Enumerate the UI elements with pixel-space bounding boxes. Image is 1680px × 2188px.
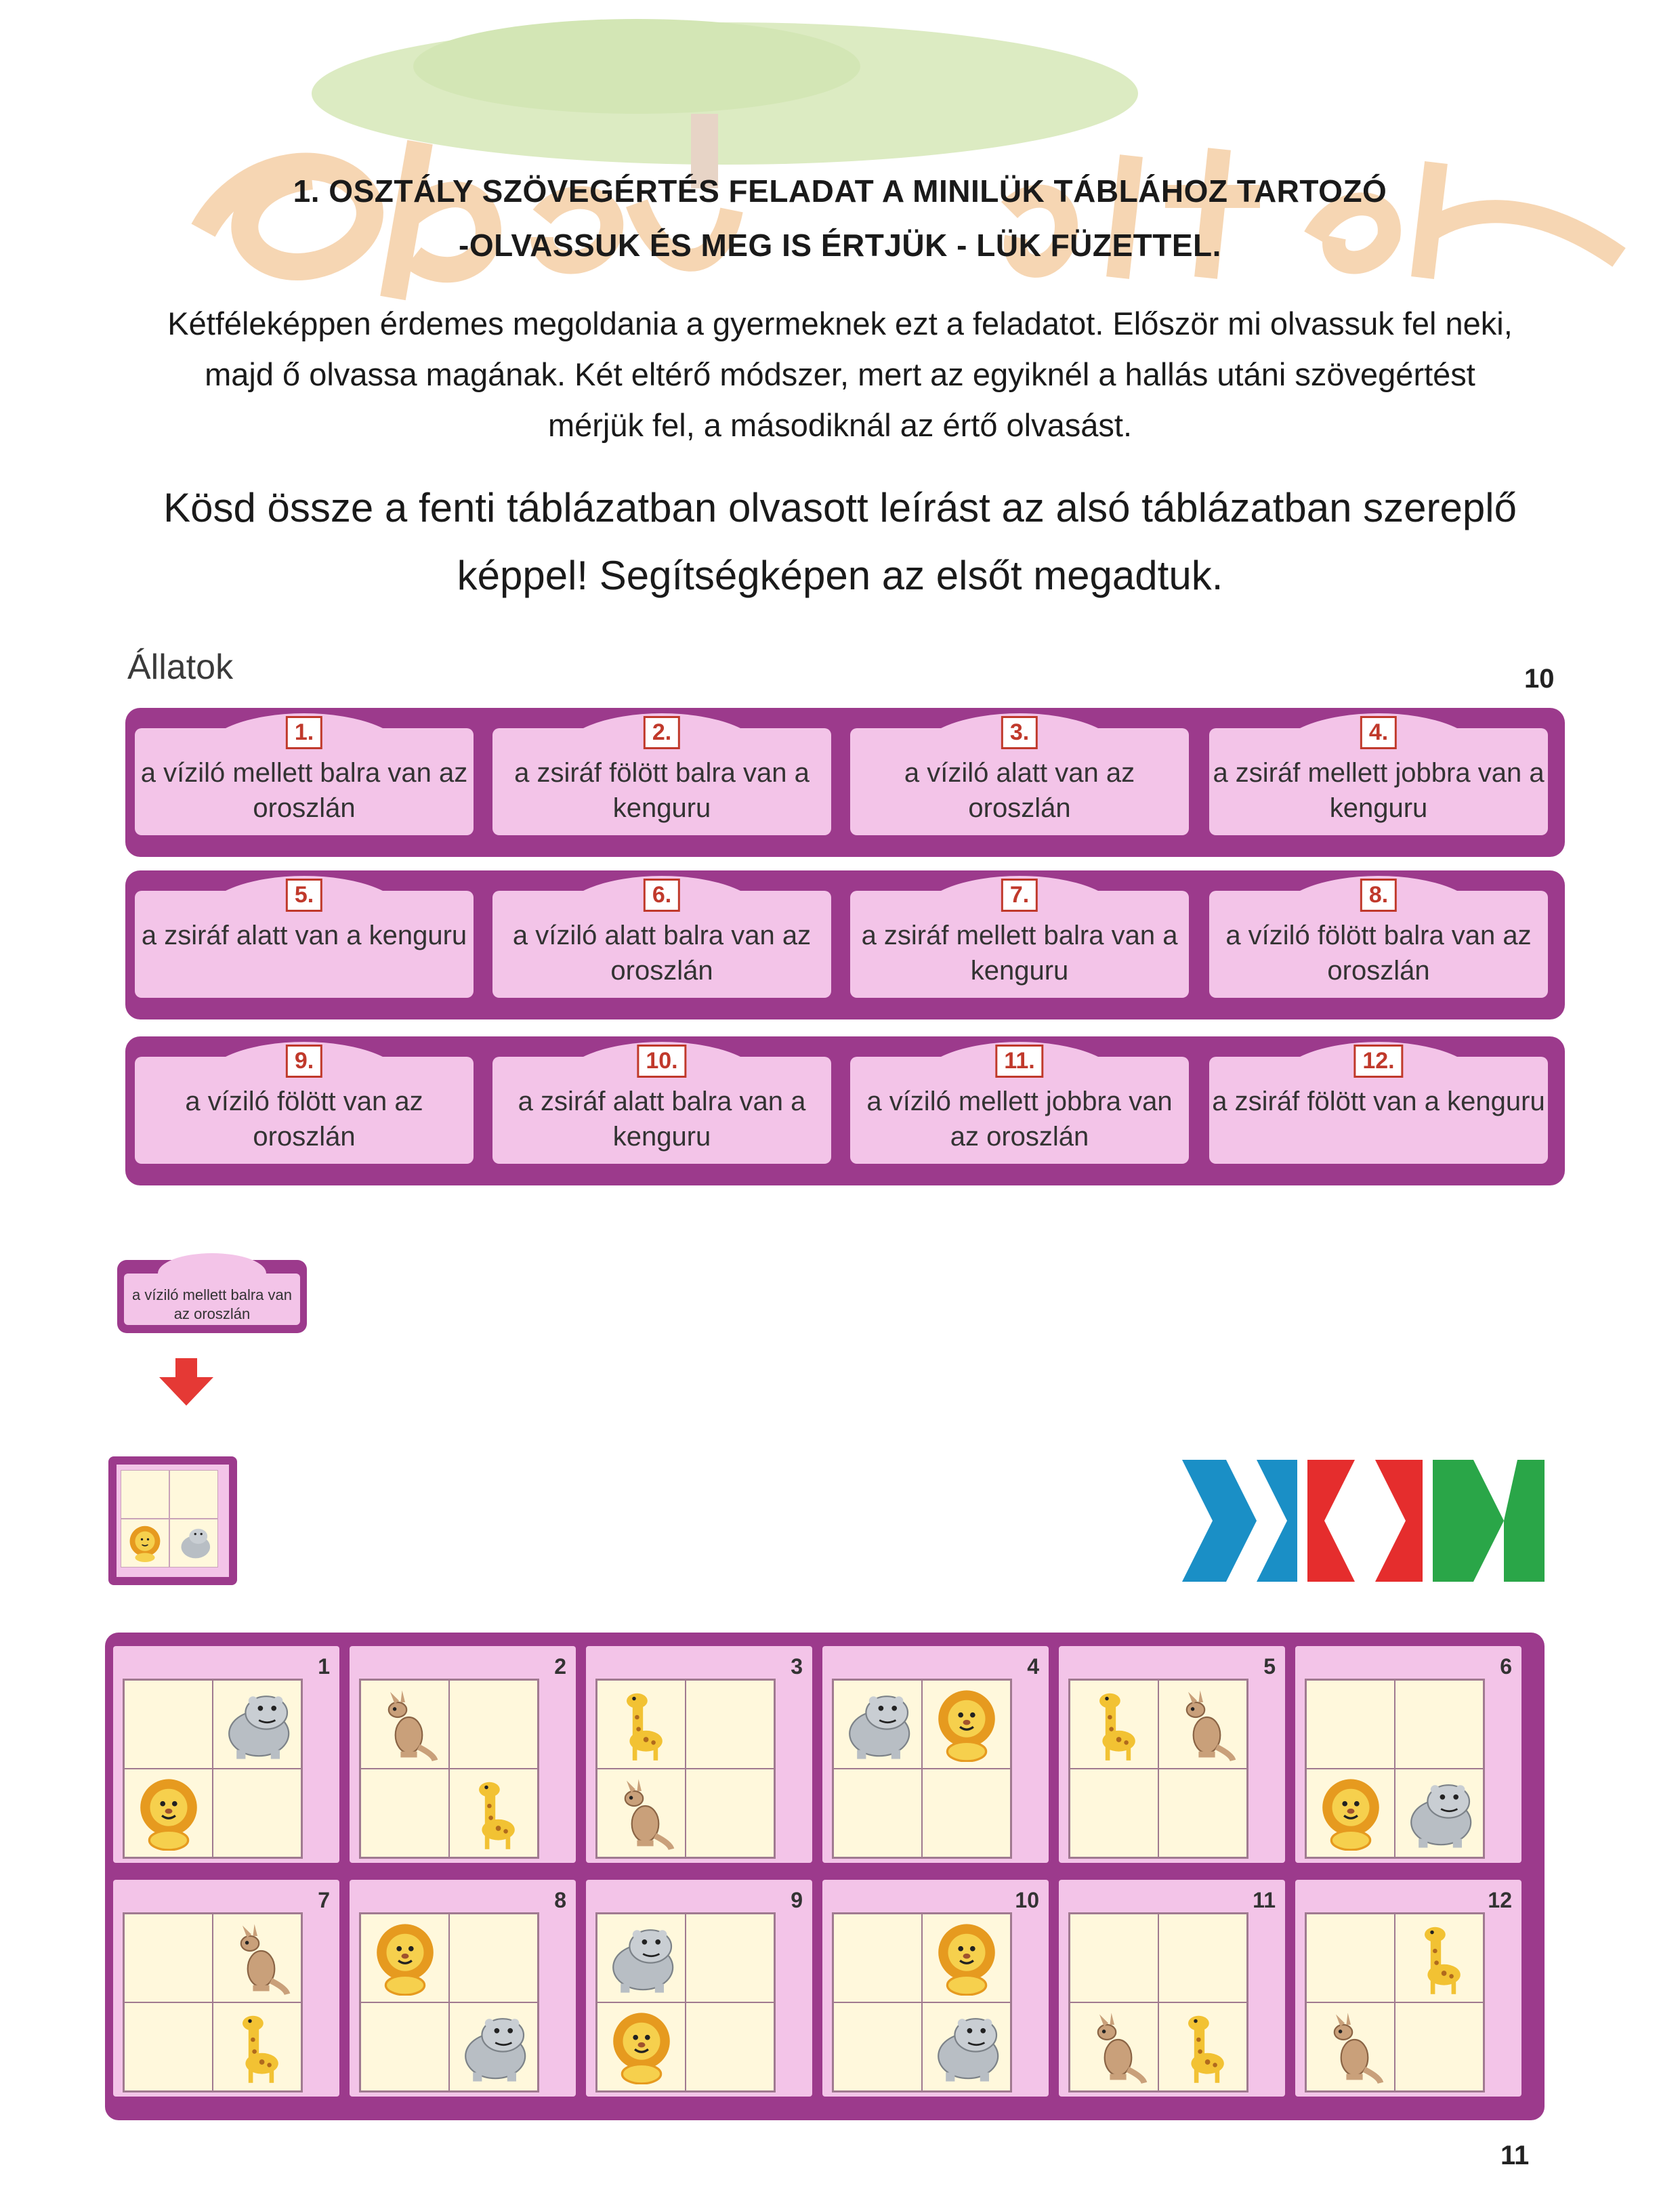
grid-square xyxy=(360,1769,449,1857)
sheet-title: Állatok xyxy=(127,648,234,687)
grid-2x2 xyxy=(359,1679,539,1859)
grid-square xyxy=(1395,1680,1484,1769)
giraffe-icon xyxy=(1402,1921,1477,1996)
clue-card-6 xyxy=(492,882,831,998)
answer-grid-board xyxy=(105,1633,1545,2120)
grid-number: 5 xyxy=(1263,1654,1276,1679)
clue-text: a zsiráf fölött van a kenguru xyxy=(1212,1087,1545,1116)
page-title-line-2: -OLVASSUK ÉS MEG IS ÉRTJÜK - LÜK FÜZETTEL. xyxy=(459,228,1221,263)
grid-square xyxy=(213,1914,301,2002)
grid-number: 6 xyxy=(1500,1654,1512,1679)
grid-square xyxy=(1395,1914,1484,2002)
clue-number: 10. xyxy=(637,1045,686,1078)
hippo-icon xyxy=(457,2010,531,2084)
grid-square xyxy=(597,1914,686,2002)
grid-square xyxy=(833,1680,922,1769)
clue-card-3 xyxy=(850,719,1189,835)
lion-icon xyxy=(126,1524,164,1562)
clue-text: a víziló alatt balra van az oroszlán xyxy=(512,921,812,986)
clue-number: 2. xyxy=(644,716,680,749)
grid-square xyxy=(449,2002,538,2091)
grid-square xyxy=(449,1914,538,2002)
clue-card-7 xyxy=(850,882,1189,998)
grid-square xyxy=(1395,1769,1484,1857)
clue-card-2 xyxy=(492,719,831,835)
grid-square xyxy=(449,1680,538,1769)
grid-number: 12 xyxy=(1488,1888,1512,1912)
clue-card-10 xyxy=(492,1048,831,1164)
grid-2x2 xyxy=(595,1912,776,2092)
clue-card-11 xyxy=(850,1048,1189,1164)
hippo-icon xyxy=(220,1687,295,1762)
clue-number: 5. xyxy=(286,879,322,912)
lion-icon xyxy=(1314,1776,1388,1851)
grid-2x2 xyxy=(1068,1912,1248,2092)
kangaroo-icon xyxy=(1314,2010,1388,2084)
grid-square xyxy=(1158,1680,1247,1769)
grid-square xyxy=(922,1769,1011,1857)
grid-square xyxy=(1158,2002,1247,2091)
grid-number: 9 xyxy=(791,1888,803,1912)
grid-square xyxy=(124,1680,213,1769)
grid-square xyxy=(213,1680,301,1769)
answer-grid-9 xyxy=(586,1880,812,2097)
grid-square xyxy=(833,1769,922,1857)
answer-grid-5 xyxy=(1059,1646,1285,1863)
giraffe-icon xyxy=(220,2010,295,2084)
page-title-line-1: 1. OSZTÁLY SZÖVEGÉRTÉS FELADAT A MINILÜK TÁBLÁHOZ TARTOZÓ xyxy=(293,173,1387,209)
grid-square xyxy=(449,1769,538,1857)
clue-text: a víziló fölött balra van az oroszlán xyxy=(1225,921,1532,986)
clue-row xyxy=(125,708,1565,857)
example-answer-grid xyxy=(108,1456,237,1585)
grid-square xyxy=(686,1680,774,1769)
answer-grid-1 xyxy=(113,1646,339,1863)
grid-square xyxy=(1070,1914,1158,2002)
grid-square xyxy=(922,1914,1011,2002)
page-number-bottom: 11 xyxy=(1500,2141,1530,2170)
clue-board xyxy=(125,708,1565,1209)
clue-text: a zsiráf fölött balra van a kenguru xyxy=(514,758,810,823)
grid-square xyxy=(1070,1769,1158,1857)
grid-square xyxy=(124,2002,213,2091)
grid-2x2 xyxy=(832,1679,1012,1859)
grid-2x2 xyxy=(595,1679,776,1859)
answer-grid-3 xyxy=(586,1646,812,1863)
clue-card-5 xyxy=(135,882,474,998)
lion-icon xyxy=(368,1921,442,1996)
grid-square xyxy=(124,1769,213,1857)
grid-square xyxy=(360,1914,449,2002)
clue-number: 1. xyxy=(286,716,322,749)
grid-2x2 xyxy=(359,1912,539,2092)
giraffe-icon xyxy=(457,1776,531,1851)
clue-text: a zsiráf mellett balra van a kenguru xyxy=(861,921,1178,986)
grid-square xyxy=(1070,2002,1158,2091)
grid-number: 1 xyxy=(318,1654,330,1679)
grid-square xyxy=(124,1914,213,2002)
clue-text: a zsiráf mellett jobbra van a kenguru xyxy=(1213,758,1545,823)
clue-number: 12. xyxy=(1353,1045,1403,1078)
grid-number: 4 xyxy=(1027,1654,1039,1679)
lion-icon xyxy=(131,1776,206,1851)
grid-square xyxy=(1306,1914,1395,2002)
task-instruction: Kösd össze a fenti táblázatban olvasott leírást az alsó táblázatban szereplő képpel! Segítségképen az elsőt megadtuk. xyxy=(163,485,1517,598)
clue-number: 8. xyxy=(1360,879,1397,912)
grid-square xyxy=(1306,2002,1395,2091)
grid-2x2 xyxy=(832,1912,1012,2092)
hippo-icon xyxy=(604,1921,679,1996)
lion-icon xyxy=(604,2010,679,2084)
grid-number: 11 xyxy=(1253,1888,1276,1912)
clue-card-1 xyxy=(135,719,474,835)
lion-icon xyxy=(929,1687,1004,1762)
grid-2x2 xyxy=(1305,1912,1485,2092)
grid-square xyxy=(686,2002,774,2091)
clue-number: 9. xyxy=(286,1045,322,1078)
grid-square xyxy=(213,2002,301,2091)
grid-number: 3 xyxy=(791,1654,803,1679)
grid-square xyxy=(1158,1769,1247,1857)
grid-square xyxy=(1395,2002,1484,2091)
clue-text: a víziló mellett jobbra van az oroszlán xyxy=(866,1087,1173,1152)
grid-square xyxy=(360,2002,449,2091)
grid-square xyxy=(597,1680,686,1769)
example-clue-text: a víziló mellett balra van az oroszlán xyxy=(132,1286,292,1322)
grid-2x2 xyxy=(123,1912,303,2092)
grid-number: 8 xyxy=(554,1888,566,1912)
hippo-icon xyxy=(175,1524,213,1562)
answer-grid-7 xyxy=(113,1880,339,2097)
grid-square xyxy=(686,1769,774,1857)
grid-square xyxy=(686,1914,774,2002)
clue-row xyxy=(125,870,1565,1019)
answer-grid-11 xyxy=(1059,1880,1285,2097)
answer-grid-4 xyxy=(822,1646,1049,1863)
clue-text: a víziló mellett balra van az oroszlán xyxy=(140,758,468,823)
grid-square xyxy=(922,2002,1011,2091)
clue-number: 6. xyxy=(644,879,680,912)
clue-text: a víziló fölött van az oroszlán xyxy=(185,1087,423,1152)
answer-grid-6 xyxy=(1295,1646,1521,1863)
kangaroo-icon xyxy=(604,1776,679,1851)
grid-square xyxy=(833,1914,922,2002)
grid-square xyxy=(1306,1680,1395,1769)
grid-square xyxy=(833,2002,922,2091)
grid-number: 7 xyxy=(318,1888,330,1912)
kangaroo-icon xyxy=(1166,1687,1240,1762)
grid-square xyxy=(1306,1769,1395,1857)
clue-card-9 xyxy=(135,1048,474,1164)
mkm-logo xyxy=(1182,1460,1545,1582)
clue-card-12 xyxy=(1209,1048,1548,1164)
grid-2x2 xyxy=(123,1679,303,1859)
grid-number: 2 xyxy=(554,1654,566,1679)
intro-paragraph: Kétféleképpen érdemes megoldania a gyermeknek ezt a feladatot. Először mi olvassuk fel neki, majd ő olvassa magának. Két eltérő módszer, mert az egyiknél a hallás utáni szövegértést mérjük fel, a másodiknál az értő olvasást. xyxy=(167,306,1513,443)
arrow-down-icon xyxy=(159,1358,213,1406)
clue-text: a víziló alatt van az oroszlán xyxy=(904,758,1135,823)
giraffe-icon xyxy=(1166,2010,1240,2084)
answer-grid-12 xyxy=(1295,1880,1521,2097)
page-number-top: 10 xyxy=(1524,664,1555,694)
clue-number: 4. xyxy=(1360,716,1397,749)
answer-grid-2 xyxy=(350,1646,576,1863)
kangaroo-icon xyxy=(368,1687,442,1762)
giraffe-icon xyxy=(1077,1687,1152,1762)
grid-2x2 xyxy=(1305,1679,1485,1859)
kangaroo-icon xyxy=(220,1921,295,1996)
clue-number: 11. xyxy=(995,1045,1043,1078)
hippo-icon xyxy=(841,1687,915,1762)
grid-number: 10 xyxy=(1015,1888,1039,1912)
grid-square xyxy=(597,2002,686,2091)
clue-card-4 xyxy=(1209,719,1548,835)
clue-number: 3. xyxy=(1001,716,1038,749)
clue-text: a zsiráf alatt balra van a kenguru xyxy=(518,1087,806,1152)
hippo-icon xyxy=(1402,1776,1477,1851)
grid-square xyxy=(922,1680,1011,1769)
grid-square xyxy=(213,1769,301,1857)
clue-number: 7. xyxy=(1001,879,1038,912)
lion-icon xyxy=(929,1921,1004,1996)
clue-text: a zsiráf alatt van a kenguru xyxy=(141,921,467,950)
grid-square xyxy=(1158,1914,1247,2002)
giraffe-icon xyxy=(604,1687,679,1762)
example-clue-card xyxy=(117,1260,307,1333)
grid-square xyxy=(597,1769,686,1857)
grid-2x2 xyxy=(1068,1679,1248,1859)
grid-square xyxy=(1070,1680,1158,1769)
grid-square xyxy=(360,1680,449,1769)
answer-grid-8 xyxy=(350,1880,576,2097)
kangaroo-icon xyxy=(1077,2010,1152,2084)
clue-row xyxy=(125,1036,1565,1185)
hippo-icon xyxy=(929,2010,1004,2084)
answer-grid-10 xyxy=(822,1880,1049,2097)
clue-card-8 xyxy=(1209,882,1548,998)
